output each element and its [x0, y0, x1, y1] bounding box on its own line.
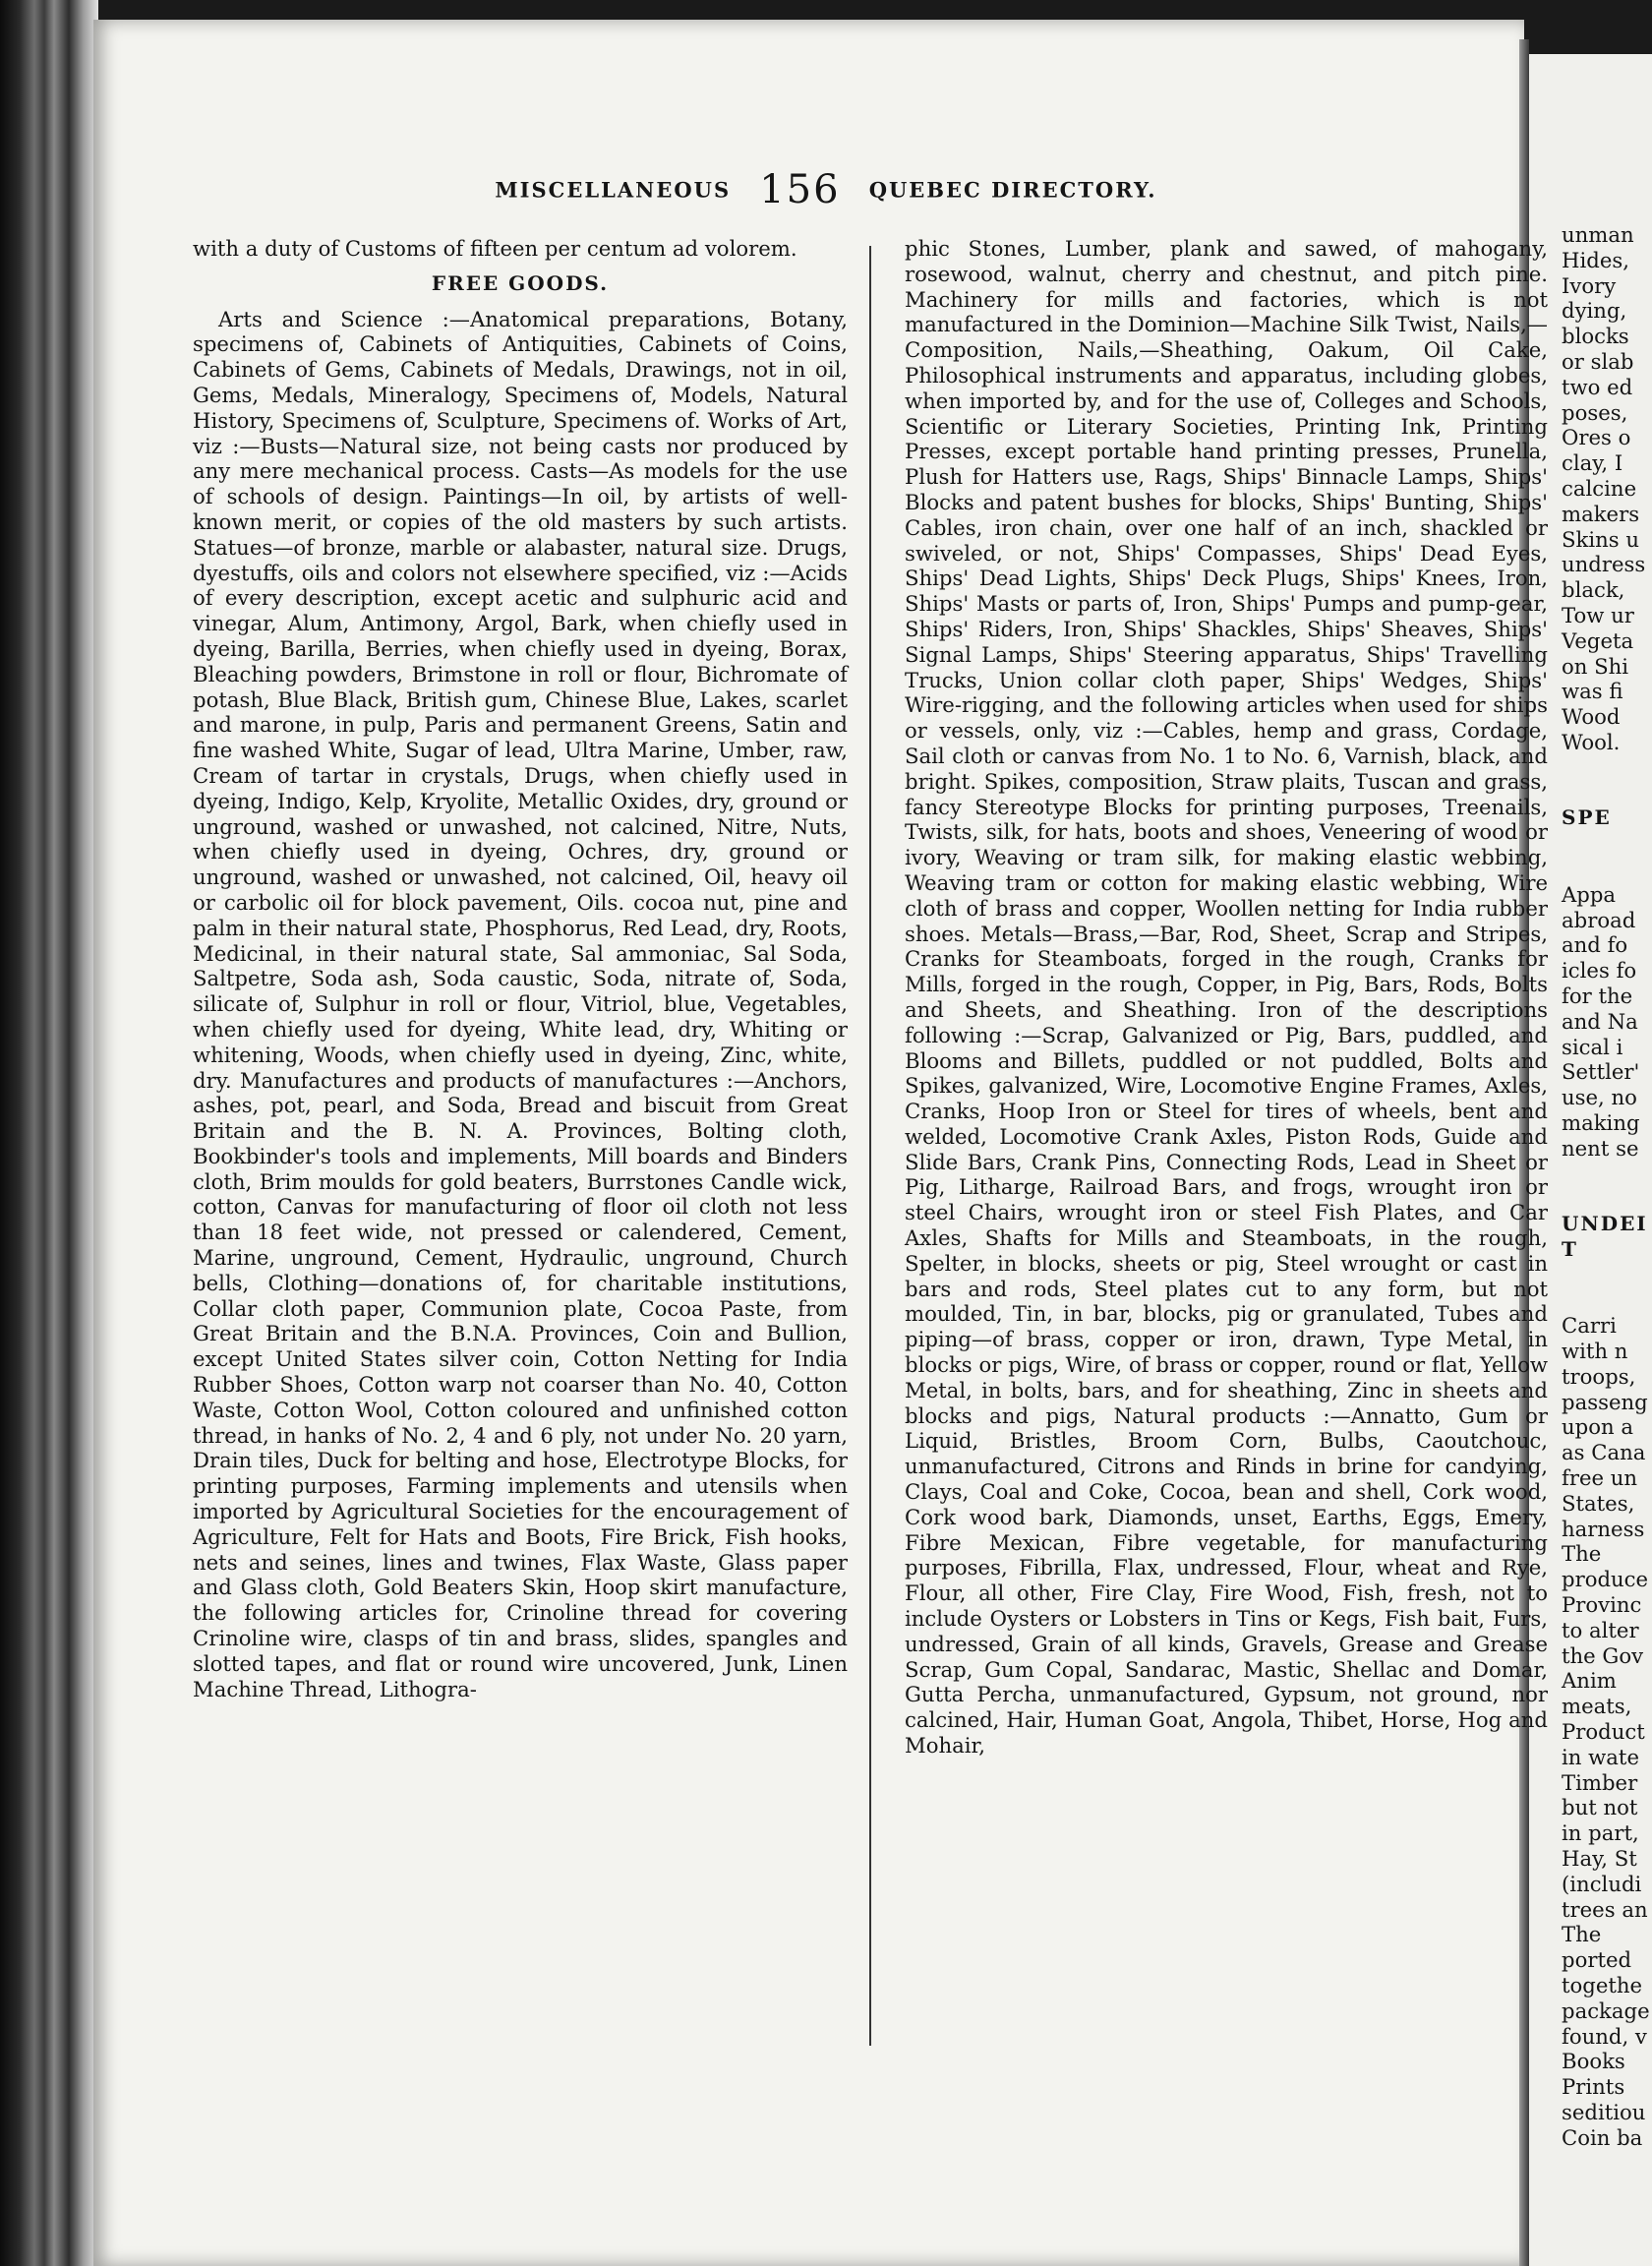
left-column: [193, 236, 848, 1701]
facing-page-gap: [1562, 831, 1652, 882]
facing-page-line: Anim: [1562, 1668, 1617, 1694]
facing-page-line: the Gov: [1562, 1642, 1644, 1668]
facing-page-line: Product: [1562, 1719, 1645, 1745]
book-spine: [0, 0, 98, 2266]
facing-page-line: Tow ur: [1562, 602, 1634, 627]
continued-paragraph: phic Stones, Lumber, plank and sawed, of mahogany, rosewood, walnut, cherry and chestnut, and pitch pine. Machinery for mills and factories, which is not manufactured in the Dominion—Machine Silk Twist, Nails,—Composition, Nails,—Sheathing, Oakum, Oil Cake, Philosophical instruments and apparatus, including globes, when imported by, and for the use of, Colleges and Schools, Scientific or Literary Societies, Printing Ink, Printing Presses, except portable hand printing presses, Prunella, Plush for Hatters use, Rags, Ships' Binnacle Lamps, Ships' Blocks and patent bushes for blocks, Ships' Bunting, Ships' Cables, iron chain, over one half of an inch, shackled or swiveled, or not, Ships' Compasses, Ships' Dead Eyes, Ships' Dead Lights, Ships' Deck Plugs, Ships' Knees, Iron, Ships' Masts or parts of, Iron, Ships' Pumps and pump-gear, Ships' Riders, Iron, Ships' Shackles, Ships' Sheaves, Ships' Signal Lamps, Ships' Steering apparatus, Ships' Travelling Trucks, Union collar cloth paper, Ships' Wedges, Ships' Wire-rigging, and the following articles when used for ships or vessels, only, viz :—Cables, hemp and grass, Cordage, Sail cloth or canvas from No. 1 to No. 6, Varnish, black, and bright. Spikes, composition, Straw plaits, Tuscan and grass, fancy Stereotype Blocks for printing purposes, Treenails, Twists, silk, for hats, boots and shoes, Veneering of wood or ivory, Weaving or tram silk, for making elastic webbing, Weaving tram or cotton for making elastic webbing, Wire cloth of brass and copper, Woollen netting for India rubber shoes. Metals—Brass,—Bar, Rod, Sheet, Scrap and Stripes, Cranks for Steamboats, forged in the rough, Cranks for Mills, forged in the rough, Copper, in Pig, Bars, Rods, Bolts and Sheets, and Sheathing. Iron of the descriptions following :—Scrap, Galvanized or Pig, Bars, puddled, and Blooms and Billets, puddled or not puddled, Bolts and Spikes, galvanized, Wire, Locomotive Engine Frames, Axles, Cranks, Hoop Iron or Steel for tires of wheels, bent and welded, Locomotive Crank Axles, Piston Rods, Guide and Slide Bars, Crank Pins, Connecting Rods, Lead in Sheet or Pig, Litharge, Railroad Bars, and frogs, wrought iron or steel Chairs, wrought iron or steel Fish Plates, and Car Axles, Shafts for Mills and Steamboats, in the rough, Spelter, in blocks, sheets or pig, Steel wrought or cast in bars and rods, Steel plates cut to any form, but not moulded, Tin, in bar, blocks, pig or granulated, Tubes and piping—of brass, copper or iron, drawn, Type Metal, in blocks or pigs, Wire, of brass or copper, round or flat, Yellow Metal, in bolts, bars, and for sheathing, Zinc in sheets and blocks and pigs, Natural products :—Annatto, Gum or Liquid, Bristles, Broom Corn, Bulbs, Caoutchouc, unmanufactured, Citrons and Rinds in brine for candying, Clays, Coal and Coke, Cocoa, bean and shell, Cork wood, Cork wood bark, Diamonds, unset, Earths, Eggs, Emery, Fibre Mexican, Fibre vegetable, for manufacturing purposes, Fibrilla, Flax, undressed, Flour, wheat and Rye, Flour, all other, Fire Clay, Fire Wood, Fish, fresh, not to include Oysters or Lobsters in Tins or Kegs, Fish bait, Furs, undressed, Grain of all kinds, Gravels, Grease and Grease Scrap, Gum Copal, Sandarac, Mastic, Shellac and Domar, Gutta Percha, unmanufactured, Gypsum, not ground, nor calcined, Hair, Human Goat, Angola, Thibet, Horse, Hog and Mohair,: [905, 236, 1548, 1759]
facing-page-text: [1562, 222, 1652, 2151]
facing-page-line: Ivory: [1562, 272, 1617, 298]
facing-page-line: produce: [1562, 1567, 1649, 1592]
facing-page-line: calcine: [1562, 475, 1637, 501]
facing-page-line: found, v: [1562, 2023, 1647, 2049]
facing-page-line: or slab: [1562, 348, 1634, 374]
facing-page-line: two ed: [1562, 374, 1633, 399]
facing-page-line: harness: [1562, 1516, 1645, 1541]
facing-page-line: Hay, St: [1562, 1846, 1637, 1871]
facing-page-line: ported: [1562, 1947, 1632, 1973]
facing-page-line: as Cana: [1562, 1440, 1646, 1465]
facing-page-line: but not: [1562, 1795, 1638, 1820]
facing-page-line: undress: [1562, 552, 1646, 577]
facing-page-line: nent se: [1562, 1135, 1639, 1161]
facing-page-gap: [1562, 1263, 1652, 1314]
facing-page-line: sical i: [1562, 1034, 1623, 1059]
facing-page-line: to alter: [1562, 1617, 1639, 1642]
facing-page-line: Ores o: [1562, 425, 1631, 450]
running-header: [0, 167, 1652, 212]
facing-page-line: meats,: [1562, 1694, 1632, 1719]
facing-page-line: dying,: [1562, 298, 1627, 324]
facing-page-line: Skins u: [1562, 526, 1640, 552]
facing-page-line: troops,: [1562, 1363, 1636, 1389]
page-number: 156: [759, 167, 841, 212]
facing-page-line: and fo: [1562, 932, 1628, 958]
facing-page-line: togethe: [1562, 1972, 1643, 1998]
facing-page-line: Appa: [1562, 881, 1617, 907]
facing-page-line: making: [1562, 1109, 1640, 1135]
facing-page-line: passeng: [1562, 1389, 1648, 1414]
facing-page-line: for the: [1562, 983, 1633, 1008]
section-heading-free-goods: FREE GOODS.: [431, 270, 610, 295]
facing-page-line: package: [1562, 1998, 1650, 2023]
facing-page-line: Carri: [1562, 1313, 1617, 1339]
right-column: [905, 236, 1548, 1759]
facing-page-line: Vegeta: [1562, 627, 1634, 653]
facing-page-line: States,: [1562, 1490, 1635, 1516]
facing-page-line: clay, I: [1562, 450, 1623, 476]
facing-page-line: and Na: [1562, 1008, 1638, 1034]
facing-page-line: seditiou: [1562, 2099, 1646, 2124]
facing-page-line: (includi: [1562, 1871, 1642, 1896]
facing-page-line: Provinc: [1562, 1592, 1642, 1618]
facing-page-line: Wool.: [1562, 729, 1621, 754]
facing-page-line: Wood: [1562, 704, 1621, 730]
facing-page-line: poses,: [1562, 399, 1628, 425]
facing-page-line: abroad: [1562, 907, 1636, 932]
facing-page-line: Prints: [1562, 2074, 1625, 2100]
facing-page-line: UNDEI: [1562, 1212, 1648, 1236]
facing-page-line: icles fo: [1562, 958, 1637, 984]
facing-page-line: upon a: [1562, 1414, 1633, 1440]
facing-page-gap: [1562, 1161, 1652, 1212]
facing-page-line: in wate: [1562, 1744, 1639, 1769]
header-left: MISCELLANEOUS: [495, 177, 732, 203]
facing-page-line: trees an: [1562, 1896, 1648, 1922]
facing-page-line: T: [1562, 1236, 1578, 1261]
facing-page-line: Hides,: [1562, 247, 1629, 272]
intro-paragraph: with a duty of Customs of fifteen per centum ad volorem.: [193, 236, 797, 261]
facing-page-line: Books: [1562, 2049, 1625, 2074]
facing-page-line: was fi: [1562, 679, 1623, 704]
free-goods-paragraph: Arts and Science :—Anatomical preparations, Botany, specimens of, Cabinets of Antiquities, Cabinets of Coins, Cabinets of Gems, Cabinets of Medals, Drawings, not in oil, Gems, Medals, Mineralogy, Specimens of, Models, Natural History, Specimens of, Sculpture, Specimens of. Works of Art, viz :—Busts—Natural size, not being casts nor produced by any mere mechanical process. Casts—As models for the use of schools of design. Paintings—In oil, by artists of well-known merit, or copies of the old masters by such artists. Statues—of bronze, marble or alabaster, natural size. Drugs, dyestuffs, oils and colors not elsewhere specified, viz :—Acids of every description, except acetic and sulphuric acid and vinegar, Alum, Antimony, Argol, Bark, when chiefly used in dyeing, Barilla, Berries, when chiefly used in dyeing, Borax, Bleaching powders, Brimstone in roll or flour, Bichromate of potash, Blue Black, British gum, Chinese Blue, Lakes, scarlet and marone, in pulp, Paris and permanent Greens, Satin and fine washed White, Sugar of lead, Ultra Marine, Umber, raw, Cream of tartar in crystals, Drugs, when chiefly used in dyeing, Indigo, Kelp, Kryolite, Metallic Oxides, dry, ground or unground, washed or unwashed, not calcined, Nitre, Nuts, when chiefly used in dyeing, Ochres, dry, ground or unground, washed or unwashed, not calcined, Oil, heavy oil or carbolic oil for block pavement, Oils. cocoa nut, pine and palm in their natural state, Phosphorus, Red Lead, dry, Roots, Medicinal, in their natural state, Sal ammoniac, Sal Soda, Saltpetre, Soda ash, Soda caustic, Soda, nitrate of, Soda, silicate of, Sulphur in roll or flour, Vitriol, blue, Vegetables, when chiefly used for dyeing, White lead, dry, Whiting or whitening, Woods, when chiefly used in dyeing, Zinc, white, dry. Manufactures and products of manufactures :—Anchors, ashes, pot, pearl, and Soda, Bread and biscuit from Great Britain and the B. N. A. Provinces, Bolting cloth, Bookbinder's tools and implements, Mill boards and Binders cloth, Brim moulds for gold beaters, Burrstones Candle wick, cotton, Canvas for manufacturing of floor oil cloth not less than 18 feet wide, not pressed or calendered, Cement, Marine, unground, Cement, Hydraulic, unground, Church bells, Clothing—donations of, for charitable institutions, Collar cloth paper, Communion plate, Cocoa Paste, from Great Britain and the B.N.A. Provinces, Coin and Bullion, except United States silver coin, Cotton Netting for India Rubber Shoes, Cotton warp not coarser than No. 40, Cotton Waste, Cotton Wool, Cotton coloured and unfinished cotton thread, in hanks of No. 2, 4 and 6 ply, not under No. 20 yarn, Drain tiles, Duck for belting and hose, Electrotype Blocks, for printing purposes, Farming implements and utensils when imported by Agricultural Societies for the encouragement of Agriculture, Felt for Hats and Boots, Fire Brick, Fish hooks, nets and seines, lines and twines, Flax Waste, Glass paper and Glass cloth, Gold Beaters Skin, Hoop skirt manufacture, the following articles for, Crinoline thread for covering Crinoline wire, clasps of tin and brass, slides, spangles and slotted tapes, and flat or round wire uncovered, Junk, Linen Machine Thread, Lithogra-: [193, 306, 848, 1701]
facing-page-line: makers: [1562, 501, 1640, 526]
facing-page-line: in part,: [1562, 1820, 1639, 1846]
facing-page-line: Settler': [1562, 1059, 1640, 1085]
column-divider: [869, 246, 871, 2046]
facing-page-line: black,: [1562, 577, 1625, 603]
facing-page-line: use, no: [1562, 1085, 1637, 1110]
facing-page-line: on Shi: [1562, 653, 1629, 679]
header-right: QUEBEC DIRECTORY.: [868, 177, 1157, 203]
facing-page-line: Timber: [1562, 1769, 1638, 1795]
facing-page-line: unman: [1562, 222, 1634, 247]
facing-page-gap: [1562, 755, 1652, 806]
facing-page-line: The: [1562, 1922, 1602, 1947]
facing-page-line: with n: [1562, 1339, 1628, 1364]
facing-page-line: blocks: [1562, 324, 1629, 349]
facing-page-line: SPE: [1562, 805, 1612, 830]
facing-page-line: free un: [1562, 1465, 1638, 1491]
facing-page-line: The: [1562, 1541, 1602, 1567]
facing-page-line: Coin ba: [1562, 2124, 1643, 2150]
